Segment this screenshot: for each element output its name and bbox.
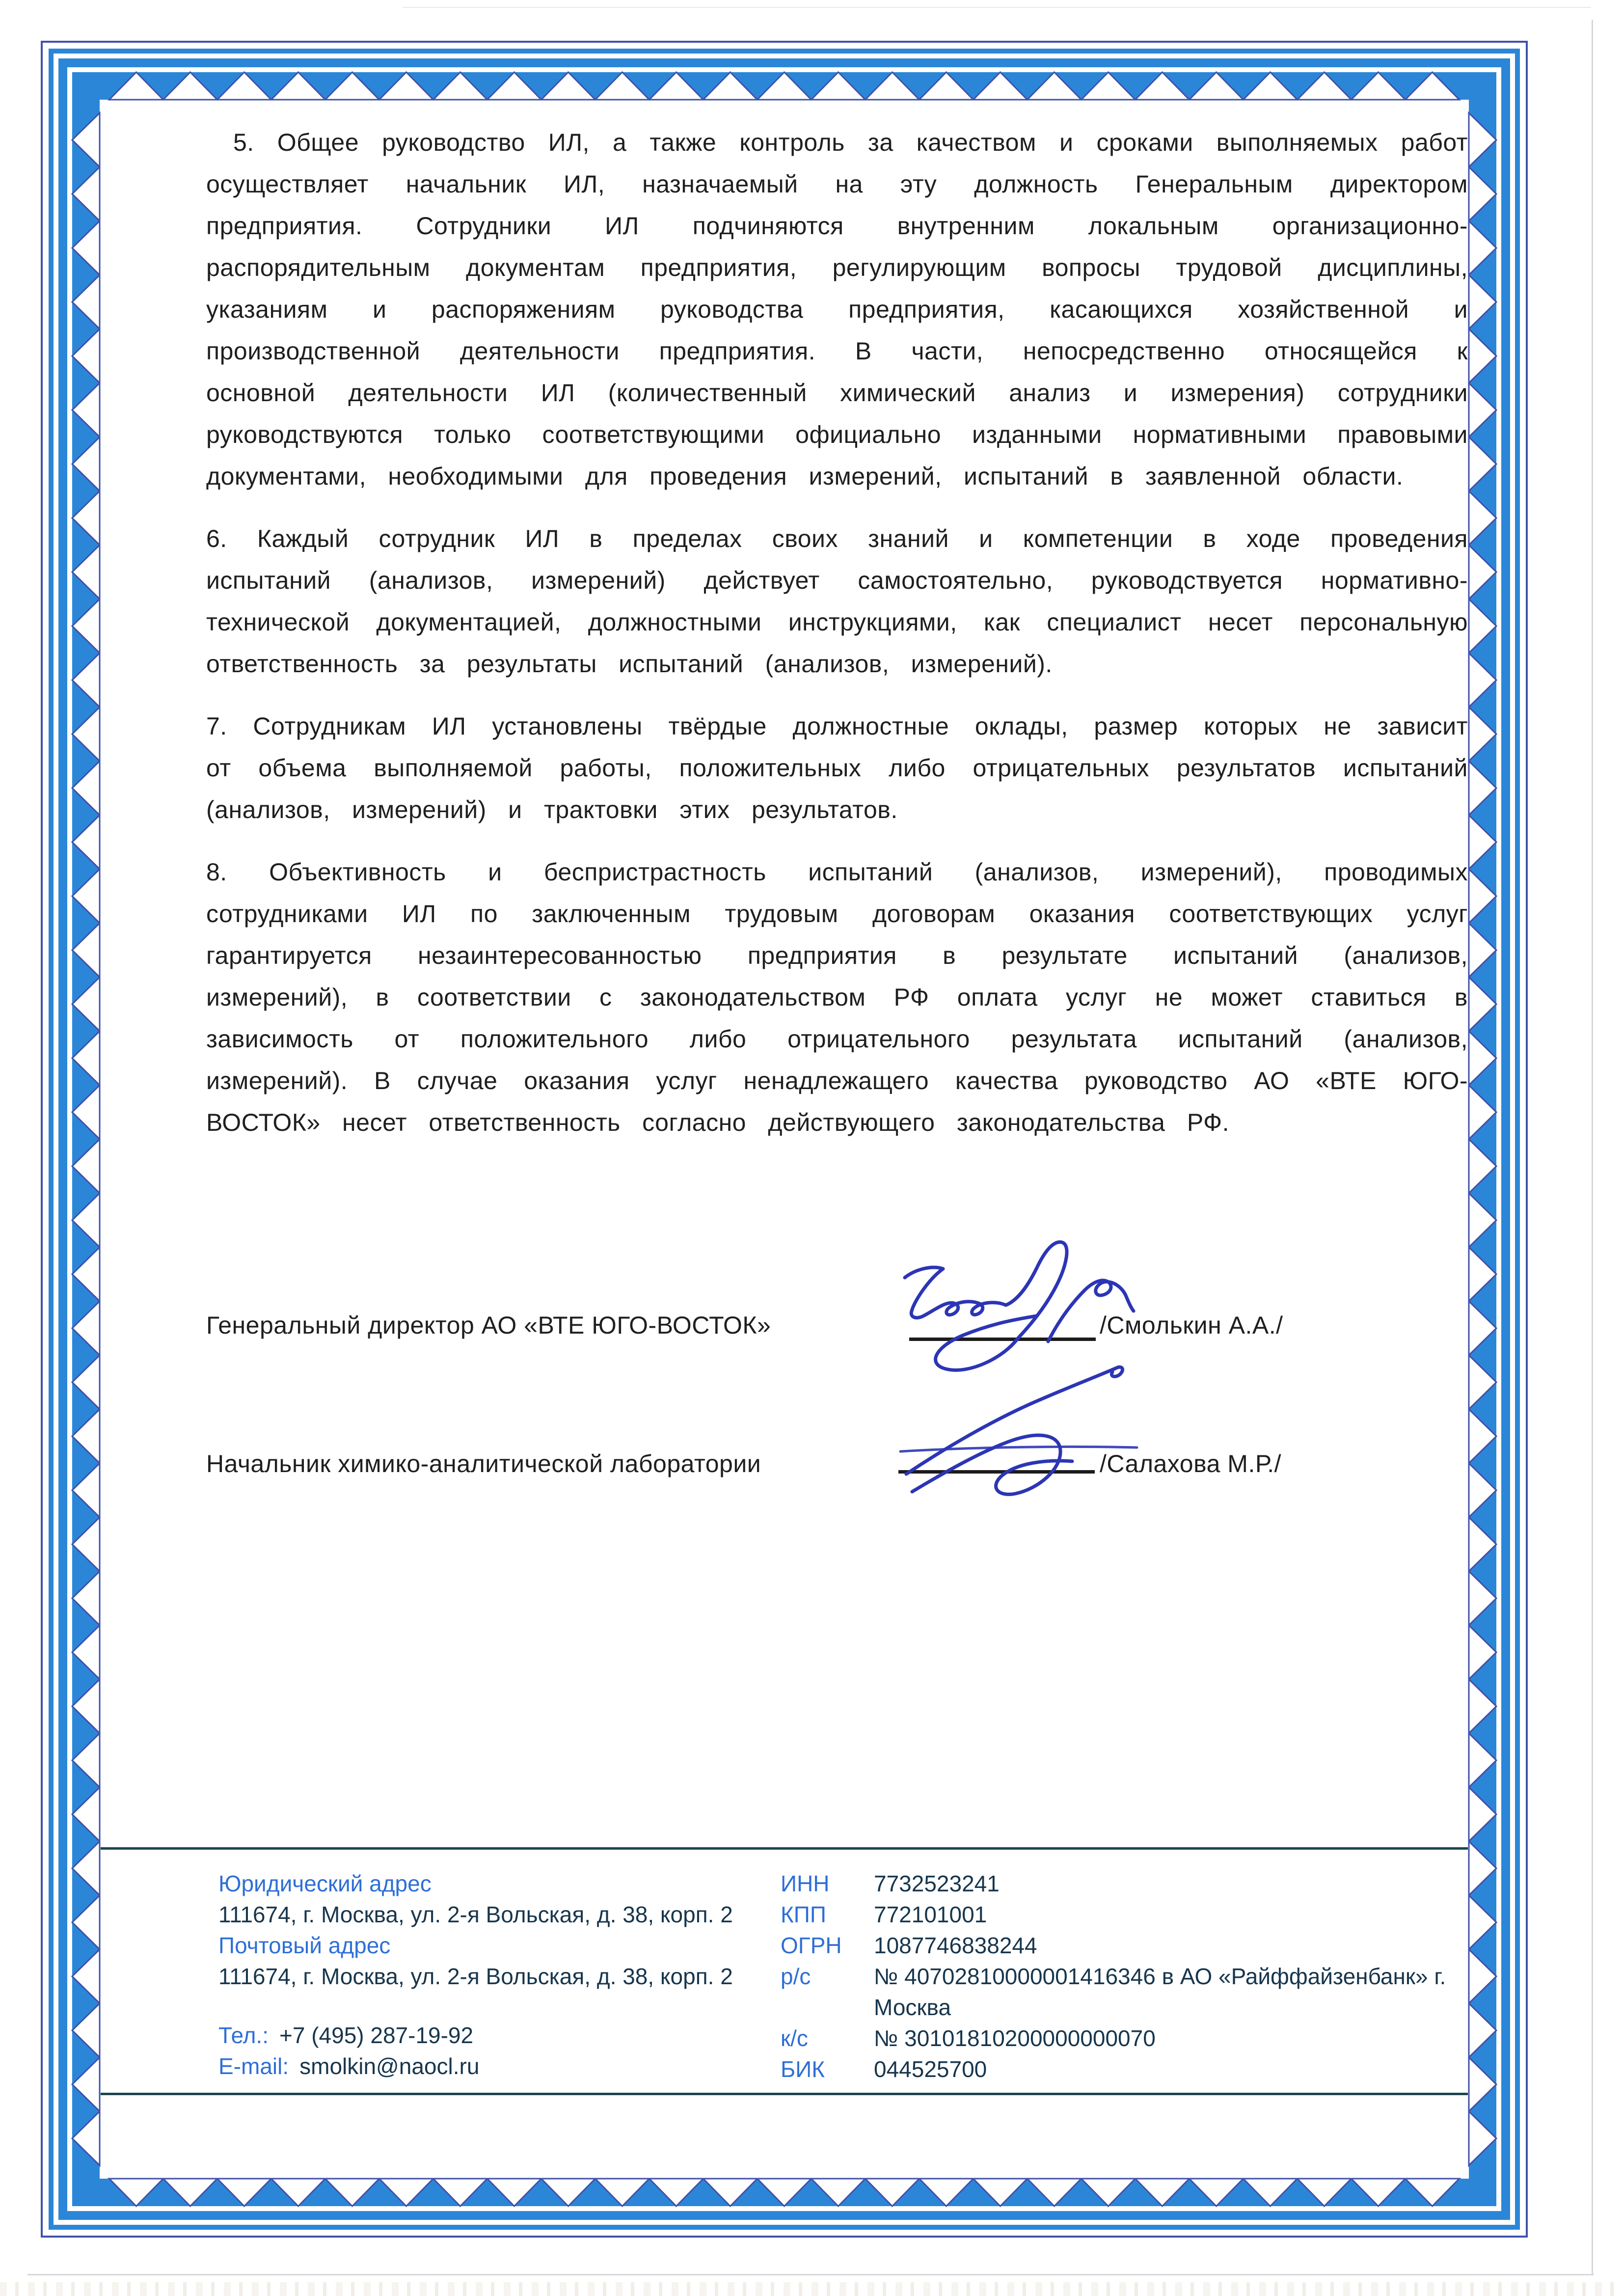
phone-row — [218, 2020, 733, 2051]
ks-label: к/с — [781, 2025, 808, 2051]
signature-name-director: /Смолькин А.А./ — [1100, 1312, 1283, 1339]
legal-address-label: Юридический адрес — [218, 1871, 432, 1896]
inn-label: ИНН — [781, 1871, 830, 1896]
footer-address-block — [218, 1868, 733, 2082]
paragraph-5: 5. Общее руководство ИЛ, а также контроль за качеством и сроками выполняемых работ осуществляет начальник ИЛ, назначаемый на эту должность Генеральным директором предприятия. Сотрудники ИЛ подчиняются внутренним локальным организационно- распорядительным документам предприятия, регулирующим вопросы трудовой дисциплины, указаниям и распоряжениям руководства предприятия, касающихся хозяйственной и производственной деятельности предприятия. В части, непосредственно относящейся к основной деятельности ИЛ (количественный химический анализ и измерения) сотрудники руководствуются только соответствующими официально изданными нормативными правовыми документами, необходимыми для проведения измерений, испытаний в заявленной области. — [206, 129, 1468, 490]
postal-address-value: 111674, г. Москва, ул. 2-я Вольская, д. 38, корп. 2 — [218, 1964, 733, 1989]
signature-role-lab-head: Начальник химико-аналитической лаборатории — [206, 1450, 761, 1477]
bik-label: БИК — [781, 2056, 825, 2082]
legal-address-value: 111674, г. Москва, ул. 2-я Вольская, д. 38, корп. 2 — [218, 1902, 733, 1927]
rs-label: р/с — [781, 1964, 811, 1989]
phone-label: Тел.: — [218, 2023, 269, 2048]
ks-value: № 30101810200000000070 — [874, 2025, 1156, 2051]
signature-role-director: Генеральный директор АО «ВТЕ ЮГО-ВОСТОК» — [206, 1312, 771, 1339]
phone-value: +7 (495) 287-19-92 — [279, 2023, 474, 2048]
footer-requisites-box — [101, 1847, 1468, 2095]
footer-bank-details — [781, 1868, 1468, 2085]
document-body — [206, 122, 1468, 1164]
kpp-label: КПП — [781, 1902, 826, 1927]
inn-value: 7732523241 — [874, 1871, 1000, 1896]
handwritten-signature-lab-head — [898, 1355, 1139, 1512]
paragraph-6: 6. Каждый сотрудник ИЛ в пределах своих знаний и компетенции в ходе проведения испытаний (анализов, измерений) действует самостоятельно, руководствуется нормативно- технической документацией, должностными инструкциями, как специалист несет персональную ответственность за результаты испытаний (анализов, измерений). — [206, 525, 1468, 678]
ogrn-label: ОГРН — [781, 1933, 842, 1958]
signature-name-lab-head: /Салахова М.Р./ — [1100, 1450, 1282, 1477]
postal-address-label: Почтовый адрес — [218, 1933, 391, 1958]
bik-value: 044525700 — [874, 2056, 987, 2082]
paragraph-8: 8. Объективность и беспристрастность испытаний (анализов, измерений), проводимых сотрудниками ИЛ по заключенным трудовым договорам оказания соответствующих услуг гарантируется незаинтересованностью предприятия в результате испытаний (анализов, измерений), в соответствии с законодательством РФ оплата услуг не может ставиться в зависимость от положительного либо отрицательного результата испытаний (анализов, измерений). В случае оказания услуг ненадлежащего качества руководство АО «ВТЕ ЮГО-ВОСТОК» несет ответственность согласно действующего законодательства РФ. — [206, 858, 1468, 1136]
paragraph-7: 7. Сотрудникам ИЛ установлены твёрдые должностные оклады, размер которых не зависит от объема выполняемой работы, положительных либо отрицательных результатов испытаний (анализов, измерений) и трактовки этих результатов. — [206, 712, 1468, 823]
email-row — [218, 2051, 733, 2082]
ogrn-value: 1087746838244 — [874, 1933, 1037, 1958]
rs-value: № 40702810000001416346 в АО «Райффайзенбанк» г. Москва — [874, 1964, 1446, 2020]
footer-spacer — [218, 1992, 733, 2020]
kpp-value: 772101001 — [874, 1902, 987, 1927]
email-label: E-mail: — [218, 2053, 289, 2079]
email-value: smolkin@naocl.ru — [299, 2053, 480, 2079]
